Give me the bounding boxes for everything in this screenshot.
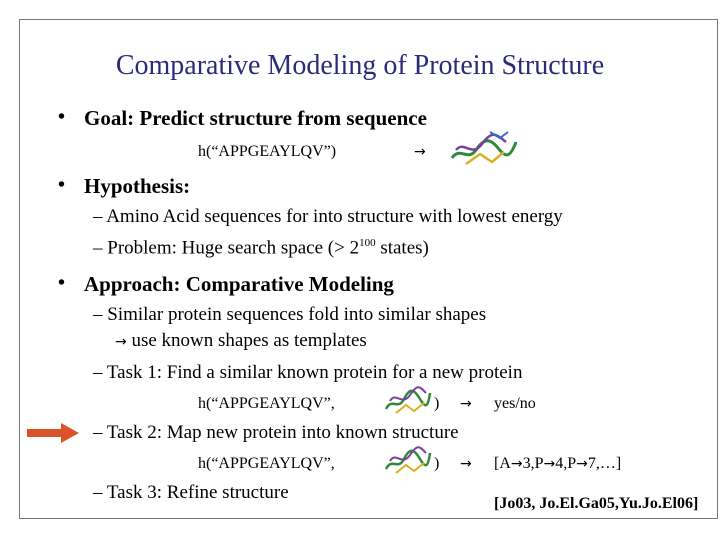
arrow-icon: → xyxy=(115,334,127,350)
task-1-result: yes/no xyxy=(494,395,536,412)
goal-text: Goal: Predict structure from sequence xyxy=(84,106,427,130)
bullet-dot: • xyxy=(58,174,66,196)
arrow-icon: → xyxy=(460,396,472,412)
task-2-close: ) xyxy=(434,455,440,472)
goal-formula: h(“APPGEAYLQV”) xyxy=(198,143,337,160)
citation: [Jo03, Jo.El.Ga05,Yu.Jo.El06] xyxy=(494,495,699,512)
hypothesis-item-2: – Problem: Huge search space (> $2^{100}$ states) xyxy=(93,237,429,259)
task-3: – Task 3: Refine structure xyxy=(93,482,289,503)
arrow-icon: → xyxy=(460,456,472,472)
bullet-dot: • xyxy=(58,106,66,128)
approach-item-1-cont: → use known shapes as templates xyxy=(115,330,367,351)
task-1-formula: h(“APPGEAYLQV”, xyxy=(198,395,335,412)
goal-arrow-icon: → xyxy=(414,144,426,160)
approach-heading: Approach: Comparative Modeling xyxy=(84,272,394,296)
task-2-result: [A→3,P→4,P→7,…] xyxy=(494,455,622,472)
task-1-close: ) xyxy=(434,395,440,412)
protein-structure-icon xyxy=(446,128,522,170)
approach-item-1: – Similar protein sequences fold into similar shapes xyxy=(93,304,487,325)
pointer-arrow-icon xyxy=(27,423,79,443)
bullet-dot: • xyxy=(58,272,66,294)
hypothesis-item-1: – Amino Acid sequences for into structure with lowest energy xyxy=(93,206,563,227)
task-2: – Task 2: Map new protein into known structure xyxy=(93,422,459,443)
protein-structure-icon xyxy=(382,383,432,417)
hypothesis-heading: Hypothesis: xyxy=(84,174,191,198)
slide-frame xyxy=(19,19,718,519)
task-1: – Task 1: Find a similar known protein for a new protein xyxy=(93,362,523,383)
task-2-formula: h(“APPGEAYLQV”, xyxy=(198,455,335,472)
slide-title: Comparative Modeling of Protein Structure xyxy=(115,50,605,81)
protein-structure-icon xyxy=(382,443,432,477)
